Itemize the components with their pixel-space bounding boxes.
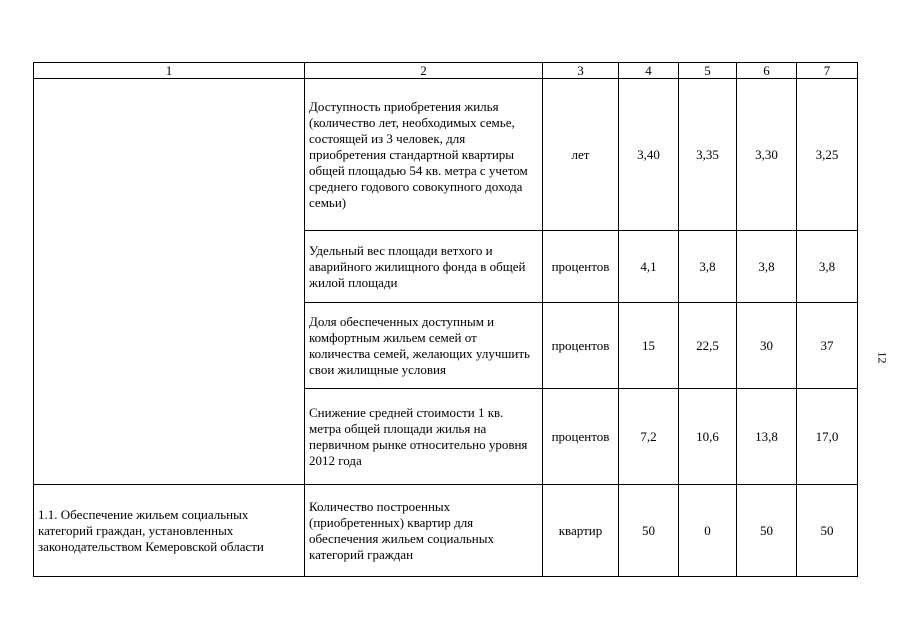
value-cell-7: 3,25 bbox=[797, 79, 858, 231]
value-cell-6: 13,8 bbox=[737, 389, 797, 485]
value-cell-4: 15 bbox=[619, 303, 679, 389]
value-cell-5: 3,35 bbox=[679, 79, 737, 231]
page-number: 12 bbox=[875, 351, 890, 364]
value-cell-5: 0 bbox=[679, 485, 737, 577]
value-cell-4: 50 bbox=[619, 485, 679, 577]
value-cell-5: 10,6 bbox=[679, 389, 737, 485]
unit-cell: процентов bbox=[543, 303, 619, 389]
value-cell-7: 37 bbox=[797, 303, 858, 389]
indicators-table bbox=[33, 62, 858, 577]
header-cell-5: 5 bbox=[679, 63, 737, 79]
program-cell-empty bbox=[34, 79, 305, 485]
table-header-row bbox=[34, 63, 858, 79]
header-cell-2: 2 bbox=[305, 63, 543, 79]
value-cell-6: 50 bbox=[737, 485, 797, 577]
value-cell-7: 17,0 bbox=[797, 389, 858, 485]
program-cell: 1.1. Обеспечение жильем социальных категорий граждан, установленных законодательством Кемеровской области bbox=[34, 485, 305, 577]
value-cell-4: 4,1 bbox=[619, 231, 679, 303]
unit-cell: процентов bbox=[543, 231, 619, 303]
value-cell-6: 3,8 bbox=[737, 231, 797, 303]
value-cell-7: 3,8 bbox=[797, 231, 858, 303]
header-cell-3: 3 bbox=[543, 63, 619, 79]
unit-cell: квартир bbox=[543, 485, 619, 577]
header-cell-1: 1 bbox=[34, 63, 305, 79]
value-cell-4: 3,40 bbox=[619, 79, 679, 231]
header-cell-7: 7 bbox=[797, 63, 858, 79]
header-cell-4: 4 bbox=[619, 63, 679, 79]
table-row bbox=[34, 79, 858, 231]
value-cell-6: 3,30 bbox=[737, 79, 797, 231]
indicator-cell: Доступность приобретения жилья (количество лет, необходимых семье, состоящей из 3 человек, для приобретения стандартной квартиры общей площадью 54 кв. метра с учетом среднего годового совокупного дохода семьи) bbox=[305, 79, 543, 231]
header-cell-6: 6 bbox=[737, 63, 797, 79]
unit-cell: лет bbox=[543, 79, 619, 231]
indicator-cell: Количество построенных (приобретенных) квартир для обеспечения жильем социальных категорий граждан bbox=[305, 485, 543, 577]
indicator-cell: Снижение средней стоимости 1 кв. метра общей площади жилья на первичном рынке относительно уровня 2012 года bbox=[305, 389, 543, 485]
value-cell-4: 7,2 bbox=[619, 389, 679, 485]
value-cell-5: 3,8 bbox=[679, 231, 737, 303]
indicator-cell: Доля обеспеченных доступным и комфортным жильем семей от количества семей, желающих улучшить свои жилищные условия bbox=[305, 303, 543, 389]
unit-cell: процентов bbox=[543, 389, 619, 485]
value-cell-5: 22,5 bbox=[679, 303, 737, 389]
table-row bbox=[34, 485, 858, 577]
indicator-cell: Удельный вес площади ветхого и аварийного жилищного фонда в общей жилой площади bbox=[305, 231, 543, 303]
value-cell-6: 30 bbox=[737, 303, 797, 389]
value-cell-7: 50 bbox=[797, 485, 858, 577]
